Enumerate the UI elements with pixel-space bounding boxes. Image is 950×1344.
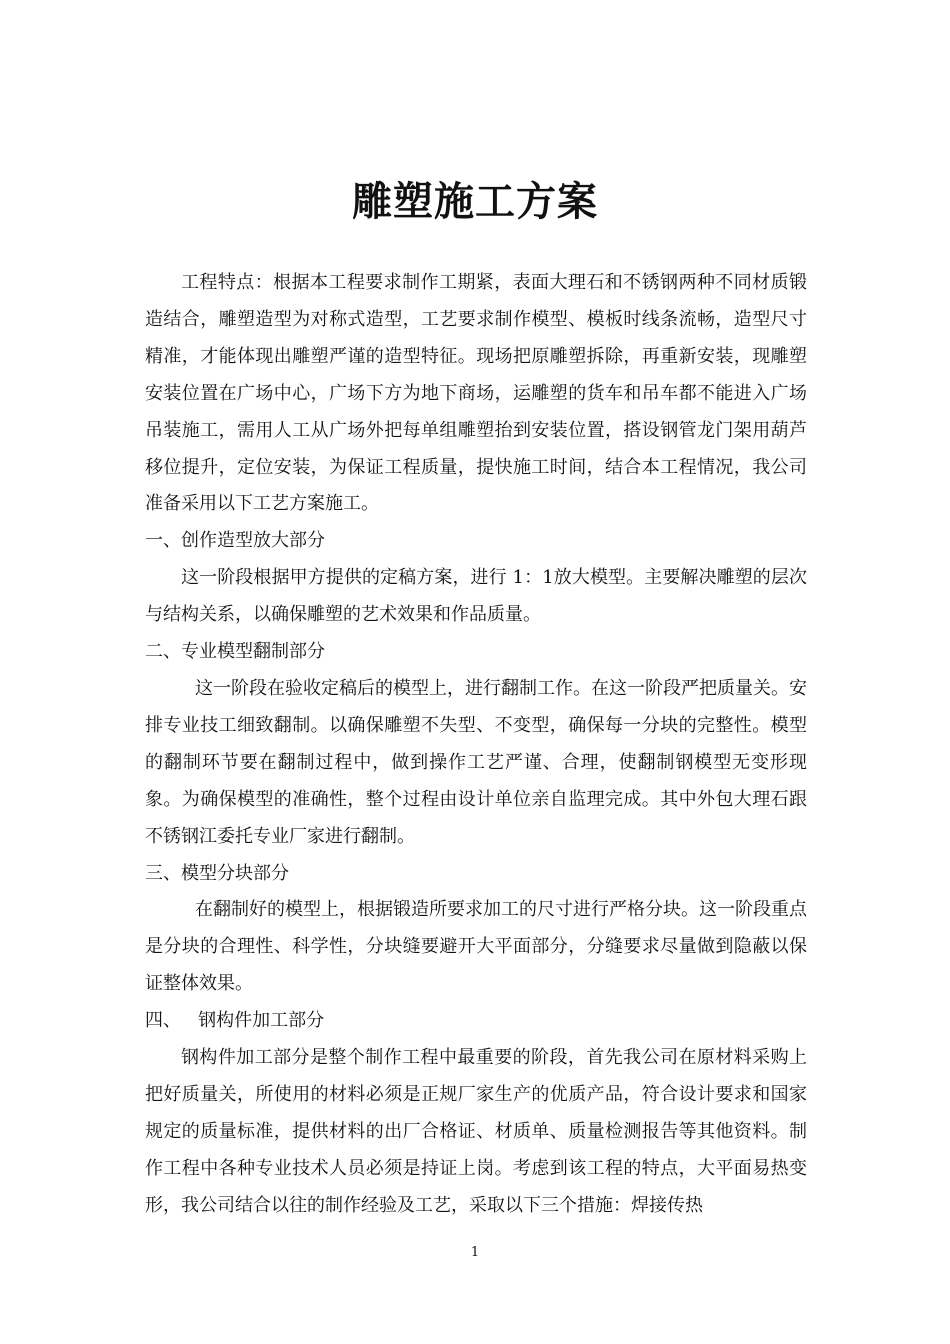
- section-heading-2: 二、专业模型翻制部分: [145, 641, 325, 663]
- section-heading-3: 三、模型分块部分: [145, 862, 289, 884]
- intro-paragraph: 工程特点：根据本工程要求制作工期紧，表面大理石和不锈钢两种不同材质锻造结合，雕塑造型为对称式造型，工艺要求制作模型、模板时线条流畅，造型尺寸精准，才能体现出雕塑严谨的造型特征。现场把原雕塑拆除，再重新安装，现雕塑安装位置在广场中心，广场下方为地下商场，运雕塑的货车和吊车都不能进入广场吊装施工，需用人工从广场外把每单组雕塑抬到安装位置，搭设钢管龙门架用葫芦移位提升，定位安装，为保证工程质量，提快施工时间，结合本工程情况，我公司准备采用以下工艺方案施工。: [145, 272, 807, 515]
- section-paragraph-3: 在翻制好的模型上，根据锻造所要求加工的尺寸进行严格分块。这一阶段重点是分块的合理性、科学性，分块缝要避开大平面部分，分缝要求尽量做到隐蔽以保证整体效果。: [145, 899, 807, 995]
- section-paragraph-1: 这一阶段根据甲方提供的定稿方案，进行 1：1放大模型。主要解决雕塑的层次与结构关系，以确保雕塑的艺术效果和作品质量。: [145, 567, 807, 626]
- page-number: 1: [470, 1245, 480, 1260]
- document-body: [145, 265, 807, 1225]
- section-heading-1: 一、创作造型放大部分: [145, 530, 325, 552]
- section-heading-4: 四、 钢构件加工部分: [145, 1010, 325, 1032]
- section-paragraph-2: 这一阶段在验收定稿后的模型上，进行翻制工作。在这一阶段严把质量关。安排专业技工细致翻制。以确保雕塑不失型、不变型，确保每一分块的完整性。模型的翻制环节要在翻制过程中，做到操作工艺严谨、合理，使翻制钢模型无变形现象。为确保模型的准确性，整个过程由设计单位亲自监理完成。其中外包大理石跟不锈钢江委托专业厂家进行翻制。: [145, 677, 807, 847]
- section-paragraph-4: 钢构件加工部分是整个制作工程中最重要的阶段，首先我公司在原材料采购上把好质量关，所使用的材料必须是正规厂家生产的优质产品，符合设计要求和国家规定的质量标准，提供材料的出厂合格证、材质单、质量检测报告等其他资料。制作工程中各种专业技术人员必须是持证上岗。考虑到该工程的特点，大平面易热变形，我公司结合以往的制作经验及工艺，采取以下三个措施：焊接传热: [145, 1047, 807, 1216]
- document-title: 雕塑施工方案: [352, 178, 598, 225]
